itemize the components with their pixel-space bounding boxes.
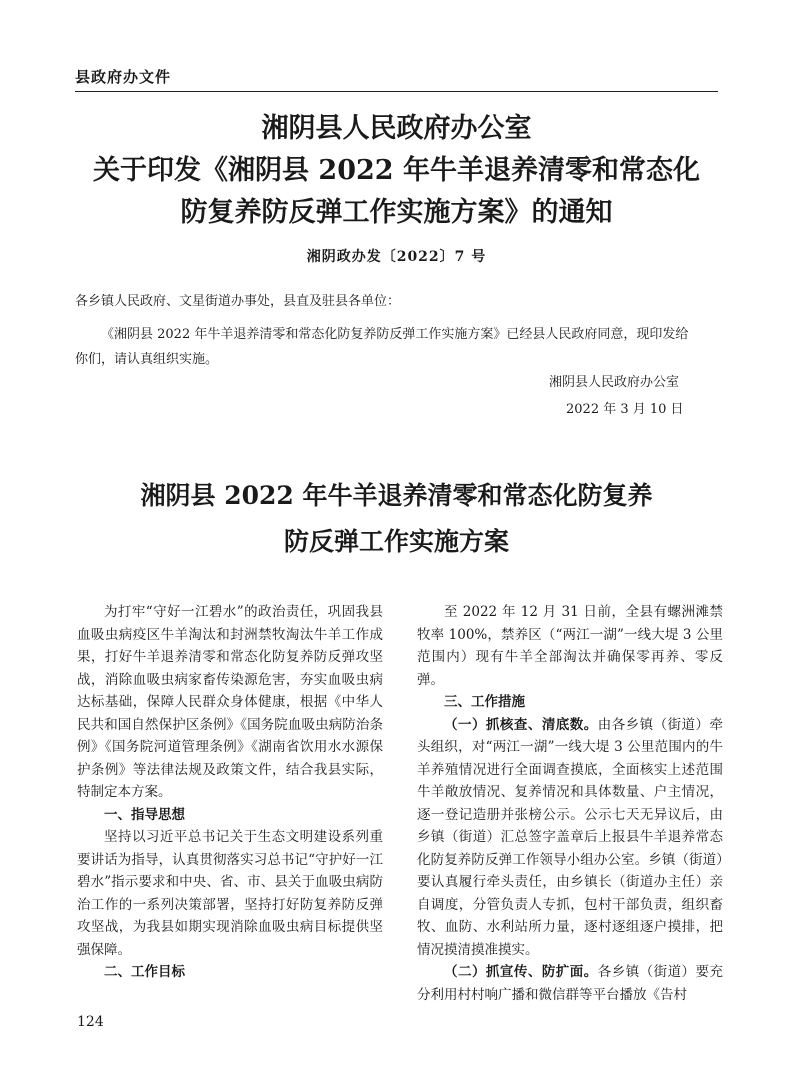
notice-body: 《湘阴县 2022 年牛羊退养清零和常态化防复养防反弹工作实施方案》已经县人民政府同意，现印发给你们，请认真组织实施。	[75, 327, 689, 367]
measure-lead-verification: （一）抓核查、清底数。	[444, 716, 598, 733]
notice-title-line: 防复养防反弹工作实施方案》的通知	[180, 197, 613, 228]
notice-addressee: 各乡镇人民政府、文星街道办事处，县直及驻县各单位：	[75, 294, 401, 309]
plan-title	[60, 473, 733, 565]
document-number: 湘阴政办发〔2022〕7 号	[306, 249, 487, 265]
signature-date: 2022 年 3 月 10 日	[566, 402, 684, 417]
measure-text-verification: 由各乡镇（街道）牵头组织，对“两江一湖”一线大堤 3 公里范围内的牛羊养殖情况进行全面调查摸底，全面核实上述范围牛羊敞放情况、复养情况和具体数量、户主情况，逐一登记造册并张榜公示。公示七天无异议后，由乡镇（街道）汇总签字盖章后上报县牛羊退养常态化防复养防反弹工作领导小组办公室。乡镇（街道）要认真履行牵头责任，由乡镇长（街道办主任）亲自调度，分管负责人专抓，包村干部负责，组织畜牧、血防、水利站所力量，逐村逐组逐户摸排，把情况摸清摸准摸实。	[417, 716, 724, 958]
measure-text-publicity: 各乡镇（街道）要充分利用村村响广播和微信群等平台播放《告村	[417, 964, 724, 1003]
right-column	[417, 601, 723, 1006]
section-heading-work-measures: 三、工作措施	[444, 694, 525, 710]
section-heading-work-goals: 二、工作目标	[104, 964, 185, 980]
plan-title-line: 湘阴县 2022 年牛羊退养清零和常态化防复养	[140, 481, 653, 510]
notice-title-line: 湘阴县人民政府办公室	[261, 113, 532, 144]
section-body-work-goals: 至 2022 年 12 月 31 日前，全县有螺洲滩禁牧率 100%，禁养区（“两江一湖”一线大堤 3 公里范围内）现有牛羊全部淘汰并确保零再养、零反弹。	[417, 604, 723, 688]
measure-paragraph-verification	[417, 714, 723, 962]
measure-paragraph-publicity	[417, 961, 723, 1006]
plan-title-line: 防反弹工作实施方案	[283, 527, 509, 556]
page-number: 124	[77, 1014, 104, 1030]
notice-title	[60, 108, 733, 234]
left-column	[77, 601, 383, 984]
notice-title-line: 关于印发《湘阴县 2022 年牛羊退养清零和常态化	[93, 155, 700, 186]
measure-lead-publicity: （二）抓宣传、防扩面。	[444, 964, 598, 980]
signature-organization: 湘阴县人民政府办公室	[549, 375, 680, 390]
running-header-title: 县政府办文件	[75, 68, 172, 86]
plan-intro: 为打牢“守好一江碧水”的政治责任，巩固我县血吸虫病疫区牛羊淘汰和封洲禁牧淘汰牛羊工作成果，打好牛羊退养清零和常态化防复养防反弹攻坚战，消除血吸虫病家畜传染源危害，夯实血吸虫病达标基础，保障人民群众身体健康，根据《中华人民共和国自然保护区条例》《国务院血吸虫病防治条例》《国务院河道管理条例》《湖南省饮用水水源保护条例》等法律法规及政策文件，结合我县实际，特制定本方案。	[77, 604, 383, 800]
section-body-guiding-ideology: 坚持以习近平总书记关于生态文明建设系列重要讲话为指导，认真贯彻落实习总书记“守护好一江碧水”指示要求和中央、省、市、县关于血吸虫病防治工作的一系列决策部署，坚持打好防复养防反弹攻坚战，为我县如期实现消除血吸虫病目标提供坚强保障。	[77, 829, 383, 958]
header-divider	[75, 91, 718, 92]
section-heading-guiding-ideology: 一、指导思想	[104, 806, 185, 823]
